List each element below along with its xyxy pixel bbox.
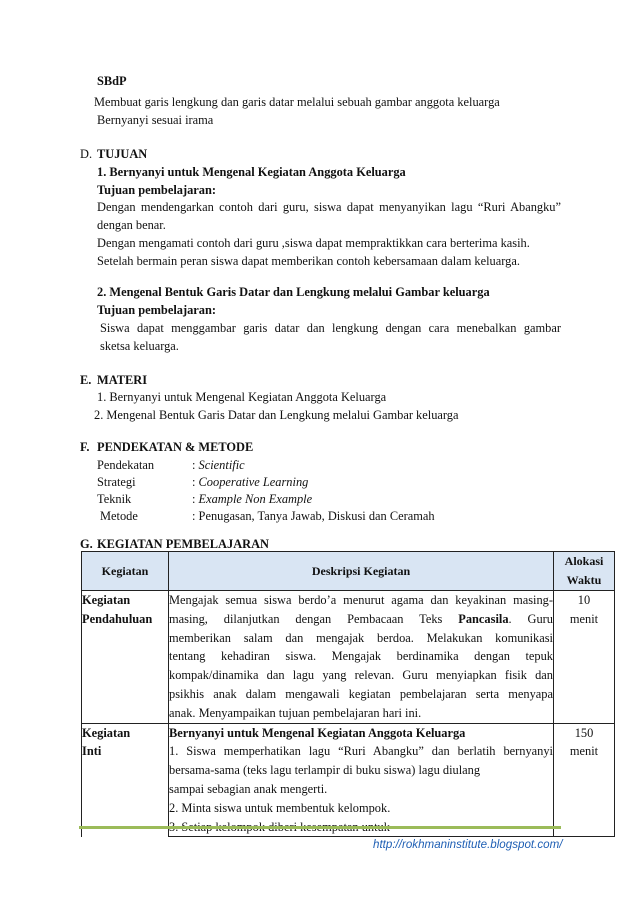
description-text: masing, dilanjutkan dengan Pembacaan Teks [169,611,443,626]
description-text: . Guru [508,611,553,626]
method-value-text: Example Non Example [198,492,313,506]
footer-url-link[interactable]: http://rokhmaninstitute.blogspot.com/ [373,838,563,851]
allocation-cell [554,723,615,837]
objective-line: Dengan mendengarkan contoh dari guru, siswa dapat menyanyikan lagu “Ruri Abangku” [97,200,561,214]
allocation-value: 150 [574,725,594,740]
method-label: Strategi [97,475,136,489]
method-value: : Example Non Example [192,492,313,506]
section-heading: MATERI [97,373,148,387]
section-letter: F. [80,440,90,454]
description-line: anak. Menyampaikan tujuan pembelajaran hari ini. [169,705,422,720]
activity-name-line: Inti [82,744,102,759]
footer-rule [79,826,561,829]
description-line: psikhis anak dalam mengawali kegiatan pembelajaran serta menyapa [169,686,553,701]
materi-item: 1. Bernyanyi untuk Mengenal Kegiatan Anggota Keluarga [97,390,387,404]
method-value: : Cooperative Learning [192,475,309,489]
method-label: Pendekatan [97,458,155,472]
column-header [554,552,615,591]
method-label: Metode [100,509,138,523]
objective-line: Setelah bermain peran siswa dapat memberikan contoh kebersamaan dalam keluarga. [97,254,520,268]
description-line [169,610,553,629]
column-header: Kegiatan [82,552,169,591]
description-line: kompak/dinamika dan lagu yang relevan. Guru menyiapkan fisik dan [169,668,553,683]
section-heading: KEGIATAN PEMBELAJARAN [97,537,269,551]
section-letter: E. [80,373,92,387]
activity-description-cell [169,723,554,837]
method-value: : Penugasan, Tanya Jawab, Diskusi dan Ceramah [192,509,435,523]
activity-description-cell [169,591,554,724]
objective-line: Siswa dapat menggambar garis datar dan lengkung dengan cara menebalkan gambar [100,321,561,335]
objective-line: dengan benar. [97,218,166,232]
description-line: bersama-sama (teks lagu terlampir di buku siswa) lagu diulang [169,763,481,778]
section-letter: G. [80,537,93,551]
description-line: Mengajak semua siswa berdo’a menurut agama dan keyakinan masing- [169,593,553,607]
objective-line: Dengan mengamati contoh dari guru ,siswa dapat mempraktikkan cara berterima kasih. [97,236,530,250]
table-row [82,591,615,724]
description-line: 1. Siswa memperhatikan lagu “Ruri Abangku” dan berlatih bernyanyi [169,744,553,759]
description-emphasis: Pancasila [458,611,509,626]
activity-name-line: Kegiatan [82,725,131,740]
subject-heading: SBdP [97,74,127,88]
description-line: 2. Minta siswa untuk membentuk kelompok. [169,800,391,815]
column-header-line: Alokasi [564,554,604,568]
objective-line: sketsa keluarga. [100,339,179,353]
method-value: : Scientific [192,458,245,472]
method-value-text: Scientific [198,458,245,472]
allocation-value: 10 [577,593,591,607]
allocation-unit: menit [569,611,599,626]
activity-name-cell [82,723,169,837]
description-line: memberikan salam dan mengajak berdoa. Melakukan komunikasi [169,630,553,645]
method-value-text: Cooperative Learning [198,475,309,489]
objective-title: 1. Bernyanyi untuk Mengenal Kegiatan Anggota Keluarga [97,165,406,179]
description-line: tentang kehadiran siswa. Mengajak berdinamika dengan tepuk [169,649,553,664]
column-header: Deskripsi Kegiatan [169,552,554,591]
activity-name-cell [82,591,169,724]
objective-subtitle: Tujuan pembelajaran: [97,303,216,317]
section-heading: PENDEKATAN & METODE [97,440,254,454]
section-letter: D. [80,147,93,161]
activity-table [81,551,615,837]
table-row [82,723,615,837]
table-header-row [82,552,615,591]
allocation-cell [554,591,615,724]
table-left-border-continuation [81,802,82,810]
section-heading: TUJUAN [97,147,148,161]
objective-subtitle: Tujuan pembelajaran: [97,183,216,197]
method-label: Teknik [97,492,132,506]
allocation-unit: menit [569,744,599,759]
description-line: sampai sebagian anak mengerti. [169,781,328,796]
subject-line: Membuat garis lengkung dan garis datar melalui sebuah gambar anggota keluarga [94,95,500,109]
objective-title: 2. Mengenal Bentuk Garis Datar dan Lengkung melalui Gambar keluarga [97,285,490,299]
subject-line: Bernyanyi sesuai irama [97,113,214,127]
column-header-line: Waktu [566,573,602,587]
method-value-text: Penugasan, Tanya Jawab, Diskusi dan Ceramah [198,509,435,523]
activity-name-line: Kegiatan [82,593,131,607]
activity-name-line: Pendahuluan [82,611,153,626]
description-title: Bernyanyi untuk Mengenal Kegiatan Anggota Keluarga [169,725,466,740]
materi-item: 2. Mengenal Bentuk Garis Datar dan Lengkung melalui Gambar keluarga [94,408,459,422]
